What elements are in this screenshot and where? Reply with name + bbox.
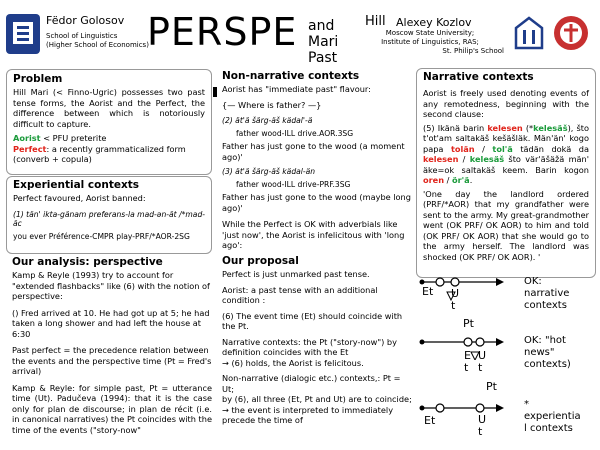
timeline-diagram-2-labels: [418, 330, 508, 400]
title-fragment: [213, 87, 217, 97]
timeline-diagram-1-labels: [418, 262, 508, 332]
label-ut: Ut: [451, 287, 460, 312]
poster-title: PERSPE: [147, 10, 298, 54]
perfect-definition-2: (converb + copula): [13, 154, 92, 164]
context-label-3: * experientia l contexts: [524, 399, 581, 434]
perspective-p3: Past perfect = the precedence relation between the events and the perspective time (Pt = Fred's arrival): [12, 345, 212, 376]
proposal-p1: Perfect is just unmarked past tense.: [222, 269, 370, 279]
hse-logo: [6, 14, 40, 54]
affiliation2: Moscow State University; Institute of Linguistics, RAS; St. Philip's School: [381, 29, 504, 55]
author2-prefix: Hill: [365, 14, 386, 29]
experiential-title: Experiential contexts: [13, 179, 140, 191]
label-pt: Pt: [463, 317, 474, 330]
proposal-title: Our proposal: [222, 255, 299, 267]
perspective-p4: Kamp & Reyle: for simple past, Pt = utterance time (Ut). Padučeva (1994): that it is the case only for plan de discourse; in plan de récit (i.e. in canonical narratives) the Pt coincides with the time of the events ("story-now": [12, 382, 212, 435]
experiential-section: [6, 176, 212, 254]
proposal-p2: Aorist: a past tense with an additional condition :: [222, 284, 378, 305]
title-connector: and Mari Past: [308, 18, 339, 66]
msu-logo: [512, 14, 546, 52]
proposal-section: [222, 255, 412, 450]
proposal-p3: (6) The event time (Et) should coincide with the Pt.: [222, 310, 403, 331]
proposal-p4: Narrative contexts: the Pt ("story-now") by definition coincides with the Et: [222, 336, 397, 357]
example-4: [222, 254, 412, 255]
problem-section: [6, 69, 212, 175]
label-ut: Ut: [478, 349, 487, 374]
perspective-section: [12, 256, 212, 450]
proposal-p7: by (6), all three (Et, Pt and Ut) are to coincide;: [222, 394, 412, 404]
context-label-1: OK: narrative contexts: [524, 276, 570, 311]
example-3-translation: Father has just gone to the wood (maybe long ago)': [222, 192, 411, 213]
narrative-title: Narrative contexts: [423, 71, 534, 83]
problem-text: Hill Mari (< Finno-Ugric) possesses two past tense forms, the Aorist and the Perfect, the difference between which is notoriously difficult to capture.: [13, 87, 205, 129]
perspective-p2: () Fred arrived at 10. He had got up at 5; he had taken a long shower and had left the house at 6:30: [12, 307, 210, 339]
proposal-p8: → the event is interpreted to immediately precede the time of: [222, 404, 394, 425]
context-label-2: OK: "hot news" contexts): [524, 335, 571, 370]
example-1: (1) tän' ikta-gänam preferans-la mad-ən-ät /*mad-äc: [13, 209, 206, 228]
nonnarrative-l2: {— Where is father? —}: [222, 99, 322, 110]
label-et: Et: [424, 414, 436, 427]
nonnarrative-section: [222, 70, 412, 254]
example-5-translation: 'One day the landlord ordered (PRF/*AOR) that my grandfather were sent to the army. My great-grandmother went (OK PRF/ OK AOR) to him and told (OK PRF/ OK AOR) that she would go to the army herself. The landlord was shocked (OK PRF/ OK AOR). ': [423, 188, 589, 262]
example-2-translation: Father has just gone to the wood (a moment ago)': [222, 141, 405, 162]
label-ut: Ut: [478, 413, 487, 438]
nonnarrative-title: Non-narrative contexts: [222, 70, 360, 82]
affiliation1: School of Linguistics (Higher School of Economics): [46, 32, 149, 49]
proposal-p5: → (6) holds, the Aorist is felicitous.: [222, 357, 364, 368]
example-3-gloss: father wood-ILL drive-PRF.3SG: [236, 179, 351, 189]
timeline-diagram-3-labels: [418, 396, 508, 450]
narrative-p1: Aorist is freely used denoting events of any remotedness, beginning with the second clause:: [423, 88, 589, 119]
author2: Alexey Kozlov: [396, 16, 472, 29]
label-pt: Pt: [486, 380, 497, 393]
example-1-gloss: you ever Préférence-CMPR play-PRF/*AOR-2SG: [13, 231, 190, 241]
narrative-section: [416, 68, 596, 278]
proposal-p6: Non-narrative (dialogic etc.) contexts,: Pt = Ut;: [222, 373, 401, 394]
example-2-gloss: father wood-ILL drive.AOR.3SG: [236, 128, 354, 138]
perspective-title: Our analysis: perspective: [12, 256, 163, 268]
perfect-definition: Perfect: a recently grammaticalized form: [13, 143, 186, 154]
perspective-p1: Kamp & Reyle (1993) try to account for "extended flashbacks" like (6) with the notion of perspective:: [12, 270, 210, 301]
nonnarrative-l3: While the Perfect is OK with adverbials like 'just now', the Aorist is infelicitous with 'long ago':: [222, 219, 405, 250]
school-logo: [552, 14, 590, 52]
nonnarrative-l1: Aorist has "immediate past" flavour:: [222, 84, 371, 94]
example-3: (3) ät'ä šärg-äš kädal-än: [222, 167, 316, 176]
example-5: (5) Ikänä barin kelesen (*kelesäš), što t'ot'am saltakäš kešäšläk. Män'än' kogo papa tolän / tol'ä tädän dokä da kelesen / kelesäš što vär'äšäžä män' äke=ok saltakäš keem. Barin kogon oren / ör'ä.: [423, 122, 590, 185]
label-et: Et: [464, 349, 471, 374]
experiential-text: Perfect favoured, Aorist banned:: [13, 193, 146, 203]
label-et: Et: [422, 285, 434, 298]
aorist-definition: Aorist < PFU preterite: [13, 133, 107, 143]
problem-title: Problem: [13, 73, 63, 85]
author1: Fëdor Golosov: [46, 14, 125, 27]
example-2: (2) ät'ä šärg-äš kädal'-ä: [222, 116, 313, 125]
